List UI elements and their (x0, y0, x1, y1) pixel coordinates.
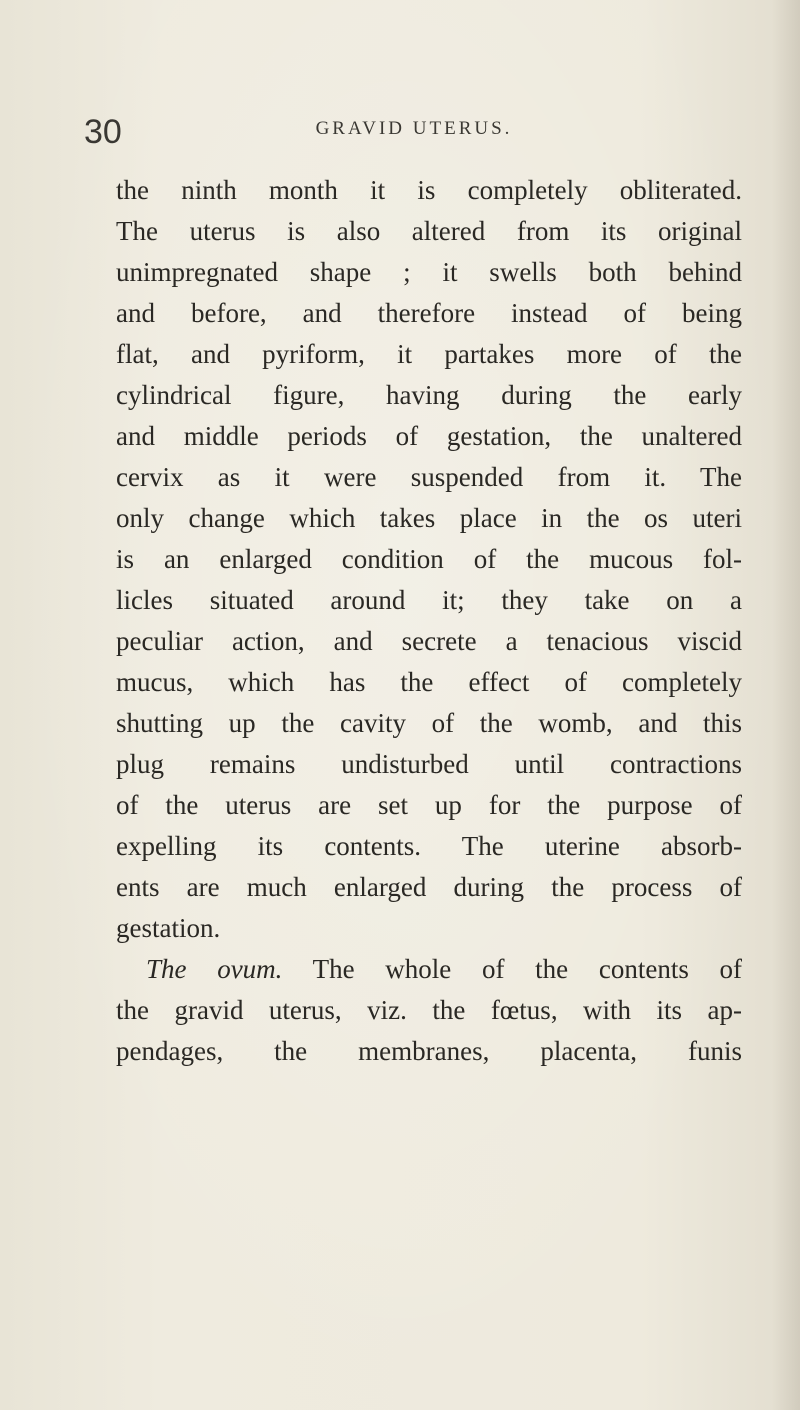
ovum-line-rest: The whole of the contents of (282, 954, 743, 984)
running-head (84, 112, 744, 152)
body-text (116, 170, 742, 1072)
text-line: shutting up the cavity of the womb, and this (116, 708, 742, 738)
text-line: ents are much enlarged during the process of (116, 872, 742, 902)
running-title: GRAVID UTERUS. (315, 118, 513, 139)
text-line: and before, and therefore instead of being (116, 298, 742, 328)
text-line: pendages, the membranes, placenta, funis (116, 1036, 742, 1066)
ovum-paragraph-first-line (116, 949, 742, 990)
text-line: The uterus is also altered from its original (116, 216, 742, 246)
text-line: mucus, which has the effect of completely (116, 667, 742, 697)
ovum-heading: The ovum. (146, 954, 283, 984)
text-line: of the uterus are set up for the purpose of (116, 790, 742, 820)
text-line: only change which takes place in the os uteri (116, 503, 742, 533)
text-line: expelling its contents. The uterine absorb- (116, 831, 742, 861)
text-line: the ninth month it is completely obliterated. (116, 175, 742, 205)
text-line: is an enlarged condition of the mucous fol- (116, 544, 742, 574)
text-line: plug remains undisturbed until contractions (116, 749, 742, 779)
page-number: 30 (84, 113, 122, 151)
text-line: and middle periods of gestation, the unaltered (116, 421, 742, 451)
text-line: flat, and pyriform, it partakes more of the (116, 339, 742, 369)
text-line: unimpregnated shape ; it swells both behind (116, 257, 742, 287)
text-line: the gravid uterus, viz. the fœtus, with its ap- (116, 995, 742, 1025)
text-line: cervix as it were suspended from it. The (116, 462, 742, 492)
text-line: gestation. (116, 913, 221, 943)
page-edge-shadow (772, 0, 800, 1410)
text-line: cylindrical figure, having during the early (116, 380, 742, 410)
text-line: peculiar action, and secrete a tenacious viscid (116, 626, 742, 656)
text-line: licles situated around it; they take on a (116, 585, 742, 615)
